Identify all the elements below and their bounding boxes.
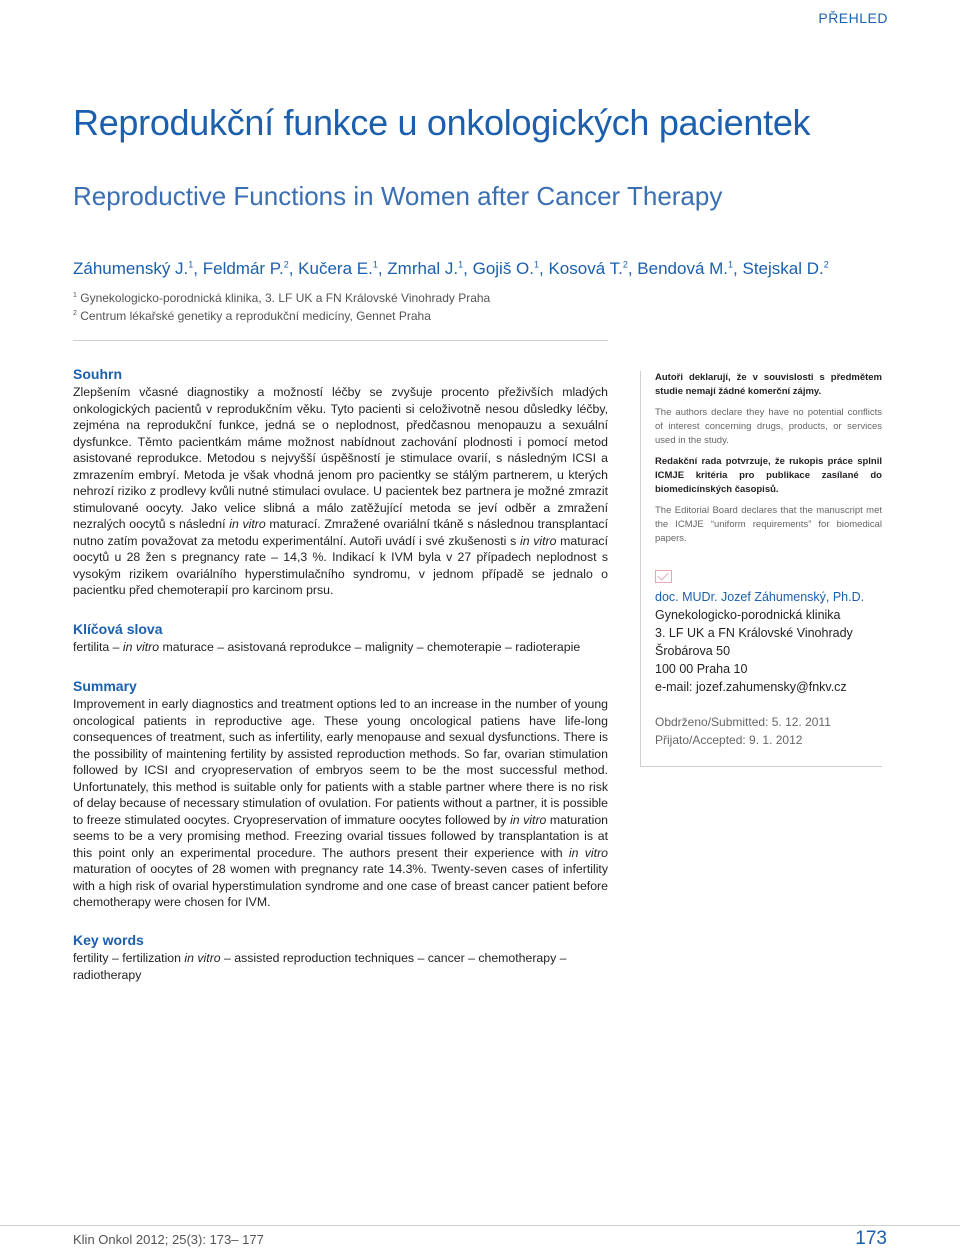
affiliation-1 xyxy=(73,291,490,305)
contact-line-3: Šrobárova 50 xyxy=(655,644,731,658)
author-name: Kosová T. xyxy=(548,259,623,278)
affiliation-1-text: Gynekologicko-porodnická klinika, 3. LF UK a FN Královské Vinohrady Praha xyxy=(80,291,491,305)
conflict-statement-en: The authors declare they have no potential conflicts of interest concerning drugs, products, or services used in the study. xyxy=(655,407,882,446)
affiliation-2-text: Centrum lékařské genetiky a reprodukční medicíny, Gennet Praha xyxy=(80,309,431,323)
author-affiliation-marker: 1 xyxy=(458,259,464,270)
contact-line-4: 100 00 Praha 10 xyxy=(655,662,748,676)
section-label: PŘEHLED xyxy=(818,10,888,26)
summary-text: Improvement in early diagnostics and treatment options led to an increase in the number of young oncological patients in reproductive age. These young oncological patiens have life-long consequences of treatment, such as infertility, early menopause and sexual dysfunctions. There is the possibility of maintening fertility by assisted reproduction methods. So far, ovarian stimulation followed by ICSI and cryopreservation of embryos seem to be the most successful method. Unfortunately, this method is suitable only for patients with a stable partner where there is no risk of delay because of necessary stimulation of ovulation. For patients without a partner, it is possible to freeze stimulated oocytes. Cryopreservation of immature oocytes followed by in vitro maturation seems to be a very promising method. Freezing ovarial tissues followed by transplantation is at this point only an experimental procedure. The authors present their experience with in vitro maturation of oocytes of 28 women with pregnancy rate 14.3%. Twenty-seven cases of infertility with a high risk of ovarial hyperstimulation syndrome and one case of breast cancer patient before chemotherapy were chosen for IVM. xyxy=(73,697,609,909)
key-words-heading: Key words xyxy=(73,932,144,948)
klicova-slova-text: fertilita – in vitro maturace – asistovaná reprodukce – malignity – chemoterapie – radioterapie xyxy=(73,640,581,654)
author-affiliation-marker: 1 xyxy=(728,259,734,270)
contact-line-1: Gynekologicko-porodnická klinika xyxy=(655,608,841,622)
souhrn-section xyxy=(73,366,608,599)
summary-section xyxy=(73,678,608,911)
article-title: Reprodukční funkce u onkologických pacientek xyxy=(73,102,811,143)
contact-name: doc. MUDr. Jozef Záhumenský, Ph.D. xyxy=(655,590,865,604)
icmje-statement-en: The Editorial Board declares that the manuscript met the ICMJE “uniform requirements” for biomedical papers. xyxy=(655,505,882,544)
submitted-date: Obdrženo/Submitted: 5. 12. 2011 xyxy=(655,715,831,729)
author-name: Gojiš O. xyxy=(472,259,534,278)
author-name: Bendová M. xyxy=(637,259,729,278)
author-name: Zmrhal J. xyxy=(387,259,459,278)
klicova-slova-heading: Klíčová slova xyxy=(73,621,163,637)
article-subtitle: Reproductive Functions in Women after Cancer Therapy xyxy=(73,181,723,211)
divider xyxy=(73,340,608,341)
author-name: Feldmár P. xyxy=(202,259,284,278)
envelope-icon xyxy=(655,570,672,583)
correspondence-contact xyxy=(655,588,882,696)
affiliation-2-marker: 2 xyxy=(73,310,77,317)
contact-email[interactable]: e-mail: jozef.zahumensky@fnkv.cz xyxy=(655,680,847,694)
affiliation-2 xyxy=(73,309,431,323)
footer-divider xyxy=(0,1225,960,1226)
journal-citation: Klin Onkol 2012; 25(3): 173– 177 xyxy=(73,1232,264,1247)
author-name: Kučera E. xyxy=(298,259,373,278)
author-name: Záhumenský J. xyxy=(73,259,189,278)
souhrn-heading: Souhrn xyxy=(73,366,122,382)
author-list: Záhumenský J.$^1$, Feldmár P.$^2$, Kučera E.$^1$, Zmrhal J.$^1$, Gojiš O.$^1$, Kosová T.$^2$, Bendová M.$^1$, Stejskal D.$^2$ xyxy=(73,259,829,278)
author-affiliation-marker: 1 xyxy=(372,259,378,270)
page-number: 173 xyxy=(855,1228,887,1249)
article-dates xyxy=(655,713,882,749)
article-sidebar xyxy=(640,371,882,767)
author-affiliation-marker: 2 xyxy=(622,259,628,270)
souhrn-text: Zlepšením včasné diagnostiky a možností léčby se zvyšuje procento přeživších mladých onkologických pacientů v reprodukčním věku. Tyto pacienti si celoživotně nesou důsledky léčby, zejména na reprodukční funkce, jedná se o neplodnost, předčasnou menopauzu a sexuální dysfunkce. Těmto pacientkám máme možnost nabídnout zachování plodnosti i pomocí metod asistované reprodukce. Metodou s nejvyšší úspěšností je stimulace ovarií, s následným ICSI a zmrazením embryí. Metoda je však vhodná jenom pro pacientky se stálým partnerem, u kterých nehrozí riziko z prodlevy kvůli nutné stimulaci ovulace. U pacientek bez partnera je možné zmrazit stimulované oocyty. Jako velice slibná a málo zatěžující metoda se jeví odběr a zmražení nezralých oocytů s následní in vitro maturací. Zmražené ovariální tkáně s následnou transplantací nutno zatím považovat za metodu experimentální. Autoři uvádí i své zkušenosti s in vitro maturací oocytů u 28 žen s pregnancy rate – 14,3 %. Indikací k IVM byla v 27 případech neplodnost s vysokým rizikem ovariálního hyperstimulačního syndromu, v jednom případě se jednalo o pacientku před chemoterapií pro karcinom prsu. xyxy=(73,385,609,597)
author-affiliation-marker: 1 xyxy=(534,259,540,270)
summary-heading: Summary xyxy=(73,678,137,694)
author-affiliation-marker: 1 xyxy=(188,259,194,270)
key-words-section xyxy=(73,932,608,983)
accepted-date: Přijato/Accepted: 9. 1. 2012 xyxy=(655,733,803,747)
conflict-statement-cz: Autoři deklarují, že v souvislosti s předmětem studie nemají žádné komerční zájmy. xyxy=(655,372,882,397)
affiliation-1-marker: 1 xyxy=(73,292,77,299)
author-name: Stejskal D. xyxy=(742,259,824,278)
icmje-statement-cz: Redakční rada potvrzuje, že rukopis práce splnil ICMJE kritéria pro publikace zasílané do biomedicínských časopisů. xyxy=(655,456,882,495)
author-affiliation-marker: 2 xyxy=(283,259,289,270)
author-affiliation-marker: 2 xyxy=(823,259,829,270)
klicova-slova-section xyxy=(73,621,608,656)
contact-line-2: 3. LF UK a FN Královské Vinohrady xyxy=(655,626,853,640)
key-words-text: fertility – fertilization in vitro – assisted reproduction techniques – cancer – chemotherapy – radiotherapy xyxy=(73,951,567,982)
